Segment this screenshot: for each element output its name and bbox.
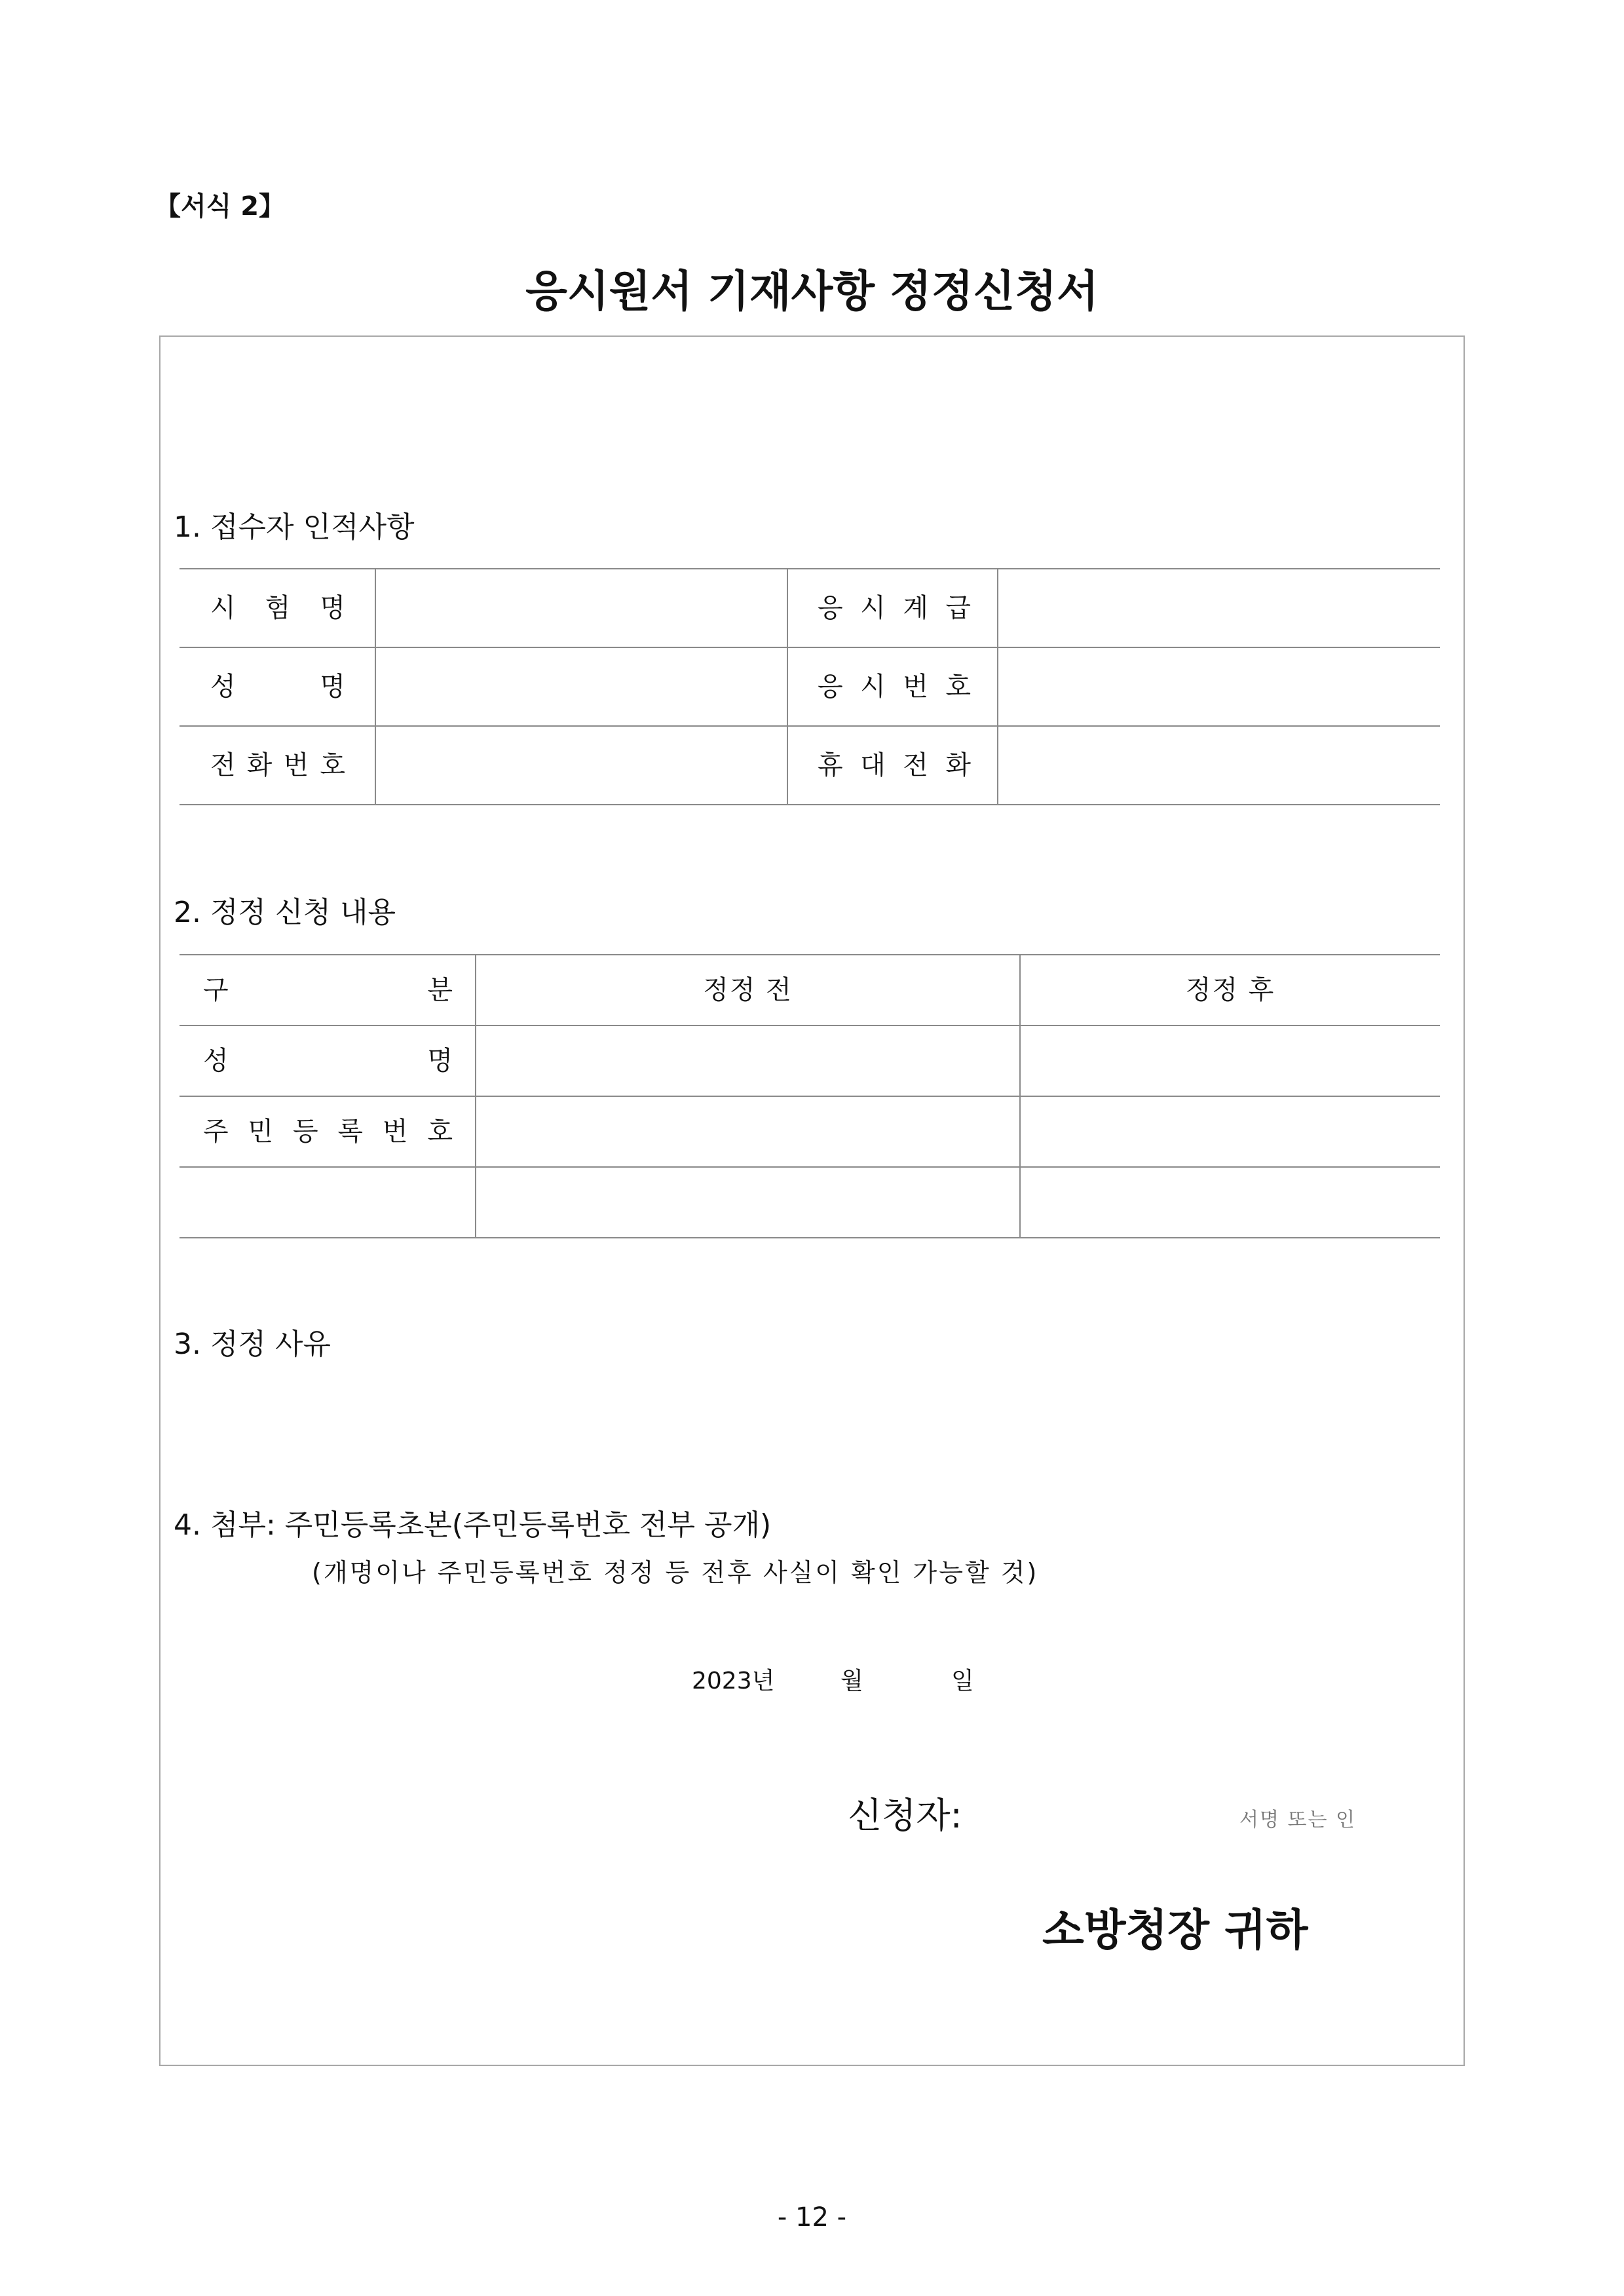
- table-header-row: [179, 955, 1440, 1025]
- exam-name-value: [375, 569, 787, 647]
- name-row-label: 성 명: [203, 1046, 453, 1076]
- exam-name-label: 시 험 명: [210, 593, 345, 623]
- addressee: 소방청장 귀하: [1042, 1905, 1308, 1955]
- category-header: 구 분: [203, 975, 453, 1005]
- date-day: 일: [951, 1668, 974, 1694]
- phone-label: 전 화 번 호: [210, 750, 345, 780]
- mobile-value: [998, 726, 1440, 805]
- name-after-value: [1020, 1025, 1440, 1096]
- label-cell: [787, 726, 998, 805]
- label-cell: [179, 569, 375, 647]
- blank-label-cell: [179, 1167, 476, 1238]
- name-before-value: [476, 1025, 1020, 1096]
- exam-grade-value: [998, 569, 1440, 647]
- exam-number-value: [998, 647, 1440, 726]
- mobile-label: 휴 대 전 화: [818, 750, 971, 780]
- phone-value: [375, 726, 787, 805]
- exam-grade-label: 응 시 계 급: [818, 593, 971, 623]
- label-cell: [179, 1025, 476, 1096]
- table-row: [179, 1167, 1440, 1238]
- table-row: [179, 569, 1440, 647]
- applicant-info-table: [179, 568, 1440, 805]
- resident-number-after-value: [1020, 1096, 1440, 1167]
- label-cell: [179, 647, 375, 726]
- label-cell: [787, 647, 998, 726]
- exam-number-label: 응 시 번 호: [818, 672, 971, 702]
- document-title: 응시원서 기재사항 정정신청서: [525, 266, 1099, 316]
- date-month: 월: [840, 1668, 863, 1694]
- attachment-note: (개명이나 주민등록번호 정정 등 전후 사실이 확인 가능할 것): [312, 1558, 1039, 1587]
- blank-after-value: [1020, 1167, 1440, 1238]
- section4-heading: 4. 첨부: 주민등록초본(주민등록번호 전부 공개): [174, 1508, 772, 1542]
- name-value: [375, 647, 787, 726]
- label-cell: [179, 726, 375, 805]
- correction-table: [179, 954, 1440, 1238]
- before-header: 정정 전: [703, 975, 793, 1005]
- form-number-label: 【서식 2】: [155, 191, 286, 221]
- page-number: - 12 -: [777, 2202, 847, 2232]
- section2-heading: 2. 정정 신청 내용: [174, 896, 396, 929]
- applicant-label: 신청자:: [848, 1795, 962, 1836]
- label-cell: [787, 569, 998, 647]
- section3-heading: 3. 정정 사유: [174, 1328, 331, 1361]
- name-label: 성 명: [210, 672, 345, 702]
- label-cell: [179, 1096, 476, 1167]
- table-row: [179, 1096, 1440, 1167]
- table-row: [179, 1025, 1440, 1096]
- resident-number-before-value: [476, 1096, 1020, 1167]
- blank-before-value: [476, 1167, 1020, 1238]
- header-cell: [476, 955, 1020, 1025]
- signature-hint: 서명 또는 인: [1239, 1808, 1356, 1831]
- header-cell: [1020, 955, 1440, 1025]
- section1-heading: 1. 접수자 인적사항: [174, 510, 415, 544]
- resident-number-row-label: 주 민 등 록 번 호: [203, 1117, 453, 1147]
- table-row: [179, 647, 1440, 726]
- after-header: 정정 후: [1185, 975, 1275, 1005]
- header-cell: [179, 955, 476, 1025]
- table-row: [179, 726, 1440, 805]
- date-year: 2023년: [692, 1668, 775, 1694]
